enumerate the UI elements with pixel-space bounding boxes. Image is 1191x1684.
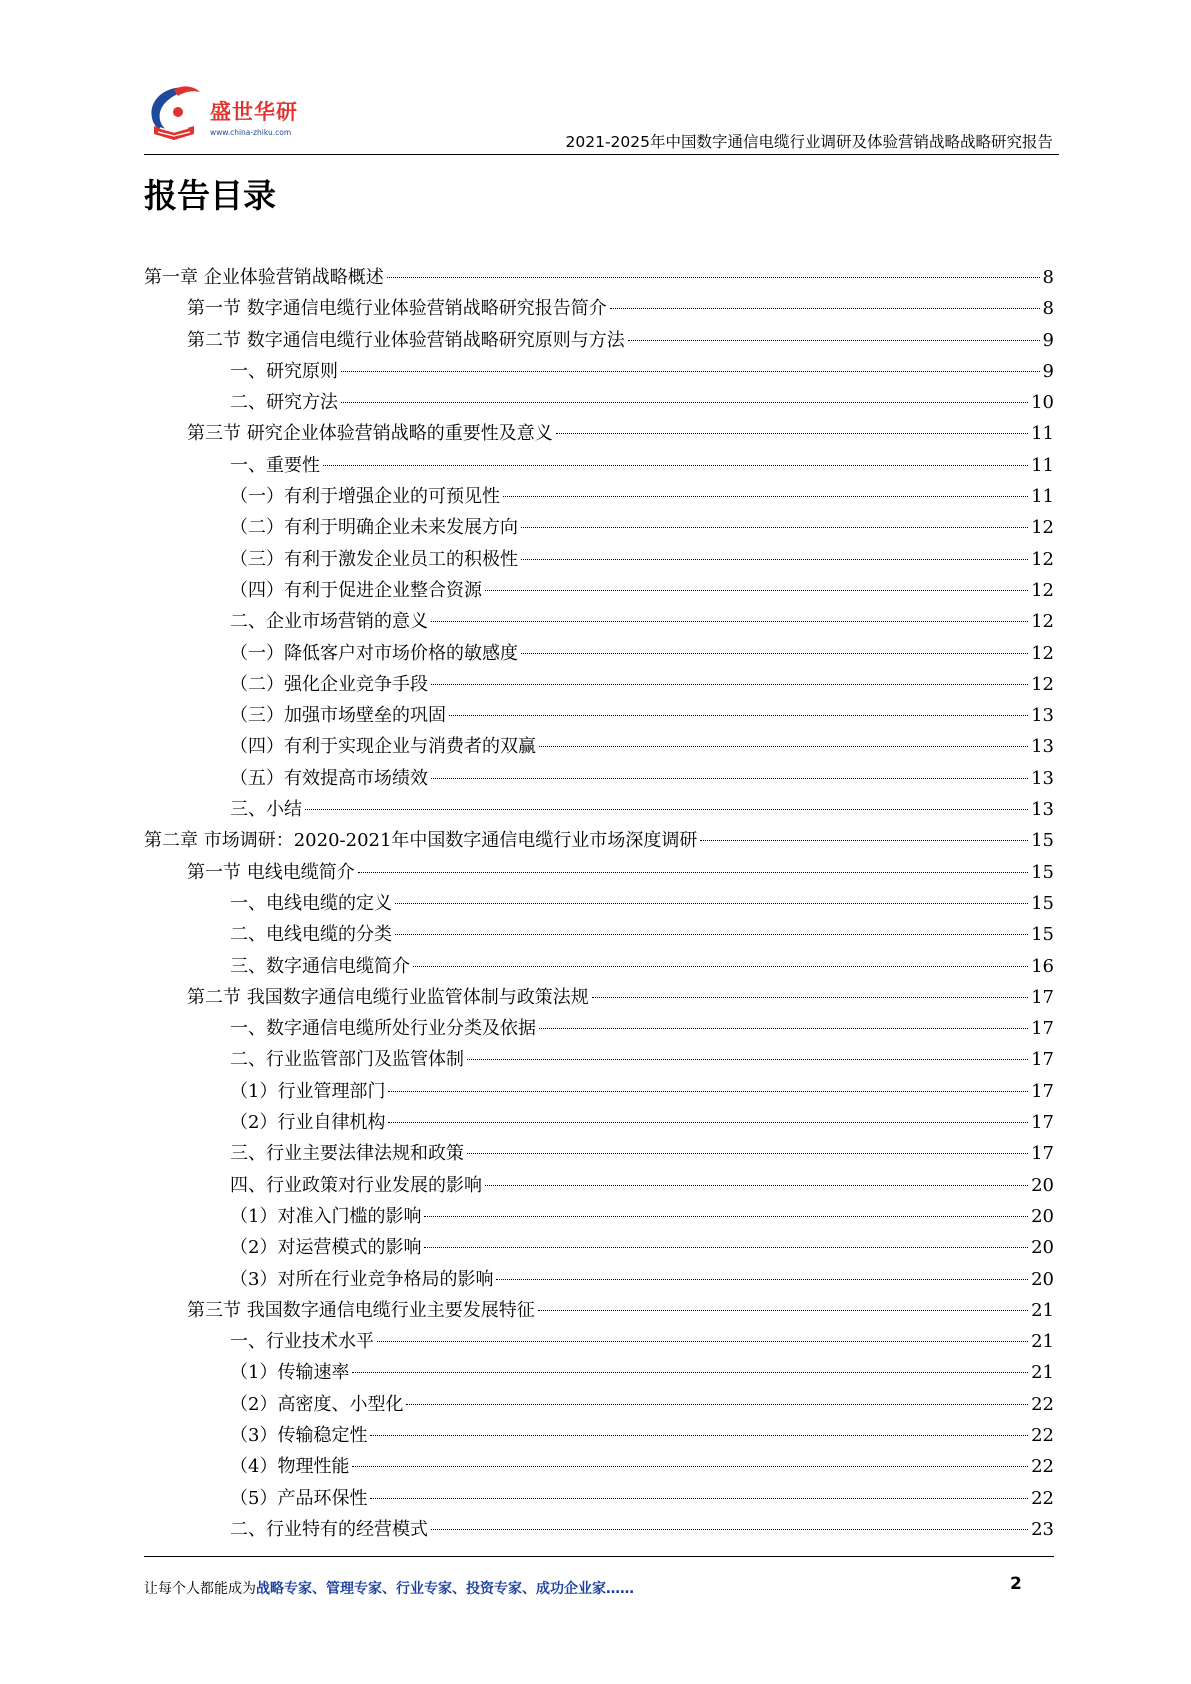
toc-leader-dots: [377, 1341, 1028, 1342]
toc-entry-page: 22: [1031, 1393, 1054, 1415]
toc-entry-page: 17: [1031, 1112, 1054, 1134]
toc-entry-label: （二）有利于明确企业未来发展方向: [230, 517, 518, 539]
toc-entry-label: 第一节 数字通信电缆行业体验营销战略研究报告简介: [187, 298, 607, 320]
toc-leader-dots: [424, 1247, 1028, 1248]
toc-entry-page: 15: [1031, 861, 1054, 883]
toc-entry-label: 二、企业市场营销的意义: [230, 611, 428, 633]
toc-entry[interactable]: [144, 356, 1054, 387]
toc-entry-label: 一、数字通信电缆所处行业分类及依据: [230, 1018, 536, 1040]
toc-leader-dots: [341, 402, 1028, 403]
toc-entry-label: 一、电线电缆的定义: [230, 892, 392, 914]
toc-entry-page: 12: [1031, 611, 1054, 633]
toc-entry-label: （3）对所在行业竞争格局的影响: [230, 1268, 494, 1290]
toc-entry-label: （4）物理性能: [230, 1456, 350, 1478]
toc-entry-label: （5）产品环保性: [230, 1487, 368, 1509]
toc-entry-page: 15: [1031, 830, 1054, 852]
toc-entry-label: （四）有利于促进企业整合资源: [230, 579, 482, 601]
toc-entry-label: 第二章 市场调研：2020-2021年中国数字通信电缆行业市场深度调研: [144, 830, 698, 852]
toc-leader-dots: [521, 559, 1028, 560]
toc-leader-dots: [556, 433, 1028, 434]
toc-entry-page: 9: [1042, 360, 1054, 382]
toc-entry-page: 12: [1031, 673, 1054, 695]
toc-leader-dots: [413, 966, 1028, 967]
toc-entry[interactable]: [144, 544, 1054, 575]
toc-entry[interactable]: [144, 1013, 1054, 1044]
toc-entry-page: 12: [1031, 642, 1054, 664]
toc-leader-dots: [467, 1059, 1028, 1060]
toc-entry-page: 11: [1031, 423, 1054, 445]
toc-entry-label: （一）有利于增强企业的可预见性: [230, 486, 500, 508]
toc-entry-label: 一、研究原则: [230, 360, 338, 382]
toc-entry[interactable]: [144, 1044, 1054, 1075]
toc-entry[interactable]: [144, 418, 1054, 449]
toc-leader-dots: [610, 308, 1040, 309]
toc-leader-dots: [485, 590, 1028, 591]
toc-entry-page: 13: [1031, 799, 1054, 821]
toc-leader-dots: [539, 746, 1028, 747]
toc-leader-dots: [370, 1435, 1028, 1436]
toc-entry-label: 三、小结: [230, 799, 302, 821]
toc-entry-page: 17: [1031, 986, 1054, 1008]
toc-entry[interactable]: [144, 512, 1054, 543]
toc-leader-dots: [521, 653, 1028, 654]
toc-entry[interactable]: [144, 1451, 1054, 1482]
toc-entry-label: 一、重要性: [230, 454, 320, 476]
toc-leader-dots: [388, 1122, 1028, 1123]
table-of-contents: [144, 262, 1054, 1545]
toc-entry[interactable]: [144, 1483, 1054, 1514]
toc-entry[interactable]: [144, 262, 1054, 293]
toc-entry-label: 二、研究方法: [230, 392, 338, 414]
toc-entry-page: 12: [1031, 579, 1054, 601]
toc-leader-dots: [538, 1310, 1028, 1311]
toc-leader-dots: [628, 340, 1040, 341]
toc-entry-page: 10: [1031, 392, 1054, 414]
toc-leader-dots: [395, 934, 1028, 935]
toc-entry-label: 三、行业主要法律法规和政策: [230, 1143, 464, 1165]
footer-slogan: [144, 1578, 634, 1598]
toc-entry[interactable]: [144, 1357, 1054, 1388]
logo-text: 盛世华研: [210, 100, 298, 124]
toc-entry[interactable]: [144, 825, 1054, 856]
toc-entry[interactable]: [144, 1264, 1054, 1295]
toc-entry-label: （1）传输速率: [230, 1362, 350, 1384]
toc-entry[interactable]: [144, 700, 1054, 731]
toc-entry[interactable]: [144, 450, 1054, 481]
toc-entry-page: 20: [1031, 1268, 1054, 1290]
toc-entry-page: 17: [1031, 1018, 1054, 1040]
toc-entry[interactable]: [144, 1107, 1054, 1138]
toc-entry[interactable]: [144, 1201, 1054, 1232]
toc-leader-dots: [431, 621, 1028, 622]
toc-entry-label: （二）强化企业竞争手段: [230, 673, 428, 695]
toc-entry-label: （1）行业管理部门: [230, 1080, 386, 1102]
toc-entry[interactable]: [144, 1170, 1054, 1201]
toc-entry-page: 16: [1031, 955, 1054, 977]
toc-entry[interactable]: [144, 1295, 1054, 1326]
toc-entry-page: 22: [1031, 1424, 1054, 1446]
toc-leader-dots: [700, 840, 1028, 841]
toc-leader-dots: [485, 1185, 1028, 1186]
toc-entry[interactable]: [144, 763, 1054, 794]
toc-entry-page: 21: [1031, 1362, 1054, 1384]
page-heading: 报告目录: [144, 176, 276, 215]
document-title: 2021-2025年中国数字通信电缆行业调研及体验营销战略战略研究报告: [565, 133, 1053, 151]
toc-entry-label: 二、电线电缆的分类: [230, 924, 392, 946]
toc-entry[interactable]: [144, 919, 1054, 950]
toc-leader-dots: [449, 715, 1028, 716]
toc-entry-page: 8: [1042, 298, 1054, 320]
toc-entry-label: （五）有效提高市场绩效: [230, 767, 428, 789]
toc-entry[interactable]: [144, 982, 1054, 1013]
toc-entry-label: （三）有利于激发企业员工的积极性: [230, 548, 518, 570]
toc-entry-page: 20: [1031, 1174, 1054, 1196]
toc-entry[interactable]: [144, 387, 1054, 418]
toc-entry-page: 20: [1031, 1205, 1054, 1227]
toc-leader-dots: [431, 778, 1028, 779]
toc-leader-dots: [387, 277, 1040, 278]
toc-entry-page: 21: [1031, 1299, 1054, 1321]
toc-entry-label: （2）高密度、小型化: [230, 1393, 404, 1415]
toc-leader-dots: [431, 1529, 1028, 1530]
toc-leader-dots: [539, 1028, 1028, 1029]
toc-entry[interactable]: [144, 638, 1054, 669]
toc-entry-label: 第一章 企业体验营销战略概述: [144, 267, 384, 288]
toc-entry[interactable]: [144, 669, 1054, 700]
footer-divider: [144, 1556, 1054, 1557]
toc-entry-page: 12: [1031, 548, 1054, 570]
toc-leader-dots: [467, 1153, 1028, 1154]
toc-entry-page: 9: [1042, 329, 1054, 351]
toc-entry-label: 四、行业政策对行业发展的影响: [230, 1174, 482, 1196]
toc-entry-label: （四）有利于实现企业与消费者的双赢: [230, 736, 536, 758]
page-header: [144, 82, 1059, 160]
toc-entry-page: 17: [1031, 1049, 1054, 1071]
toc-entry[interactable]: [144, 1514, 1054, 1545]
toc-entry-page: 15: [1031, 924, 1054, 946]
toc-leader-dots: [395, 903, 1028, 904]
toc-entry-label: 一、行业技术水平: [230, 1331, 374, 1353]
toc-leader-dots: [424, 1216, 1028, 1217]
toc-entry-page: 22: [1031, 1456, 1054, 1478]
toc-entry-label: 第三节 我国数字通信电缆行业主要发展特征: [187, 1299, 535, 1321]
toc-entry[interactable]: [144, 1138, 1054, 1169]
toc-entry-page: 20: [1031, 1237, 1054, 1259]
logo-url: www.china-zhiku.com: [210, 128, 292, 137]
toc-entry-page: 15: [1031, 892, 1054, 914]
toc-entry-label: （1）对准入门槛的影响: [230, 1205, 422, 1227]
toc-entry-page: 23: [1031, 1518, 1054, 1540]
toc-leader-dots: [503, 496, 1028, 497]
toc-entry-label: 三、数字通信电缆简介: [230, 955, 410, 977]
toc-entry[interactable]: [144, 951, 1054, 982]
toc-leader-dots: [496, 1279, 1028, 1280]
toc-leader-dots: [388, 1091, 1028, 1092]
toc-leader-dots: [341, 371, 1040, 372]
toc-entry[interactable]: [144, 1076, 1054, 1107]
toc-entry[interactable]: [144, 1420, 1054, 1451]
toc-entry-page: 13: [1031, 767, 1054, 789]
toc-entry-label: 二、行业特有的经营模式: [230, 1518, 428, 1540]
toc-entry-label: （2）行业自律机构: [230, 1112, 386, 1134]
toc-leader-dots: [592, 997, 1028, 998]
toc-entry-label: 第一节 电线电缆简介: [187, 861, 355, 883]
toc-entry[interactable]: [144, 606, 1054, 637]
toc-leader-dots: [323, 465, 1028, 466]
toc-entry-page: 17: [1031, 1080, 1054, 1102]
toc-entry[interactable]: [144, 1389, 1054, 1420]
toc-entry-label: 第二节 我国数字通信电缆行业监管体制与政策法规: [187, 986, 589, 1008]
toc-entry[interactable]: [144, 1232, 1054, 1263]
toc-leader-dots: [352, 1372, 1028, 1373]
toc-entry[interactable]: [144, 1326, 1054, 1357]
toc-entry[interactable]: [144, 325, 1054, 356]
toc-leader-dots: [521, 527, 1028, 528]
toc-entry-page: 8: [1042, 267, 1054, 288]
toc-entry[interactable]: [144, 731, 1054, 762]
footer-highlight: 战略专家、管理专家、行业专家、投资专家、成功企业家……: [256, 1581, 634, 1597]
toc-entry[interactable]: [144, 857, 1054, 888]
toc-entry[interactable]: [144, 888, 1054, 919]
toc-entry-page: 21: [1031, 1331, 1054, 1353]
toc-leader-dots: [358, 872, 1028, 873]
toc-entry-page: 22: [1031, 1487, 1054, 1509]
toc-leader-dots: [352, 1466, 1028, 1467]
header-divider: [144, 154, 1059, 155]
toc-entry-label: 第二节 数字通信电缆行业体验营销战略研究原则与方法: [187, 329, 625, 351]
toc-entry[interactable]: [144, 293, 1054, 324]
page-number: 2: [1010, 1574, 1022, 1594]
footer-prefix: 让每个人都能成为: [144, 1581, 256, 1597]
toc-leader-dots: [370, 1498, 1028, 1499]
toc-entry-label: 二、行业监管部门及监管体制: [230, 1049, 464, 1071]
company-logo: [144, 82, 334, 146]
toc-entry-label: （一）降低客户对市场价格的敏感度: [230, 642, 518, 664]
toc-entry[interactable]: [144, 481, 1054, 512]
toc-leader-dots: [431, 684, 1028, 685]
toc-leader-dots: [305, 809, 1028, 810]
toc-entry-page: 11: [1031, 454, 1054, 476]
toc-entry-page: 13: [1031, 705, 1054, 727]
toc-entry-page: 12: [1031, 517, 1054, 539]
toc-entry[interactable]: [144, 794, 1054, 825]
toc-entry-page: 13: [1031, 736, 1054, 758]
toc-entry-page: 11: [1031, 486, 1054, 508]
toc-entry-label: （2）对运营模式的影响: [230, 1237, 422, 1259]
logo-emblem-icon: [144, 82, 208, 144]
toc-entry-label: （3）传输稳定性: [230, 1424, 368, 1446]
toc-entry[interactable]: [144, 575, 1054, 606]
toc-leader-dots: [406, 1404, 1028, 1405]
toc-entry-page: 17: [1031, 1143, 1054, 1165]
toc-entry-label: （三）加强市场壁垒的巩固: [230, 705, 446, 727]
toc-entry-label: 第三节 研究企业体验营销战略的重要性及意义: [187, 423, 553, 445]
